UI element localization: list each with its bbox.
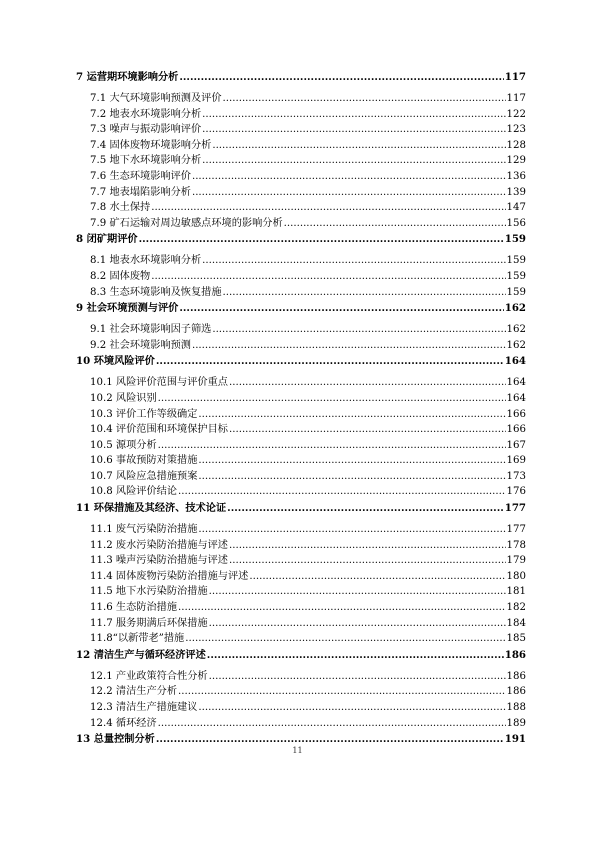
dot-leader [198,454,505,467]
toc-section-entry[interactable] [76,108,526,124]
toc-section-entry[interactable] [76,632,526,648]
toc-entry-page-number: 117 [504,71,526,83]
dot-leader [229,554,506,567]
toc-entry-page-number: 186 [506,686,526,698]
toc-entry-label: 12.1 产业政策符合性分析 [90,670,208,682]
toc-entry-label: 9.2 社会环境影响预测 [90,339,191,351]
dot-leader [209,617,506,630]
toc-entry-page-number: 186 [504,648,526,661]
toc-entry-page-number: 167 [506,439,526,451]
toc-section-entry[interactable] [76,408,526,424]
toc-section-entry[interactable] [76,154,526,170]
toc-entry-page-number: 156 [506,217,526,229]
toc-section-entry[interactable] [76,539,526,555]
table-of-contents [76,70,526,754]
dot-leader [209,585,506,598]
toc-section-entry[interactable] [76,286,526,302]
toc-chapter-entry[interactable] [76,71,526,86]
toc-section-entry[interactable] [76,254,526,270]
toc-entry-page-number: 179 [506,555,526,567]
toc-entry-label: 9 社会环境预测与评价 [76,302,179,315]
dot-leader [207,649,504,662]
toc-entry-page-number: 159 [506,286,526,298]
toc-entry-page-number: 188 [506,702,526,713]
toc-entry-label: 10.1 风险评价范围与评价重点 [90,377,228,389]
toc-section-entry[interactable] [76,470,526,486]
toc-entry-page-number: 166 [506,408,526,420]
toc-entry-label: 7.8 水土保持 [90,202,151,214]
toc-entry-page-number: 191 [504,733,526,746]
dot-leader [179,71,503,84]
toc-section-entry[interactable] [76,92,526,108]
dot-leader [249,570,505,583]
toc-entry-label: 12.4 循环经济 [90,717,157,729]
dot-leader [178,485,506,498]
toc-entry-label: 10.6 事故预防对策措施 [90,455,198,467]
toc-entry-page-number: 139 [506,186,526,198]
toc-section-entry[interactable] [76,170,526,186]
toc-entry-page-number: 184 [506,617,526,629]
toc-entry-label: 10.7 风险应急措施预案 [90,470,198,482]
toc-chapter-entry[interactable] [76,233,526,248]
toc-section-entry[interactable] [76,717,526,733]
dot-leader [192,170,506,183]
toc-entry-page-number: 162 [506,339,526,351]
toc-section-entry[interactable] [76,270,526,286]
toc-entry-page-number: 164 [506,377,526,389]
dot-leader [151,270,505,283]
toc-entry-page-number: 169 [506,455,526,467]
dot-leader [156,355,504,368]
toc-entry-label: 12.2 清洁生产分析 [90,686,178,698]
toc-section-entry[interactable] [76,139,526,155]
toc-chapter-entry[interactable] [76,302,526,317]
dot-leader [227,502,504,515]
dot-leader [192,186,506,199]
toc-entry-label: 7.4 固体废物环境影响分析 [90,139,212,151]
toc-entry-label: 10.5 源项分析 [90,439,157,451]
toc-section-entry[interactable] [76,423,526,439]
toc-entry-page-number: 177 [506,524,526,536]
toc-section-entry[interactable] [76,186,526,202]
toc-section-entry[interactable] [76,685,526,701]
toc-entry-label: 7.2 地表水环境影响分析 [90,108,202,120]
toc-entry-label: 12 清洁生产与循环经济评述 [76,648,206,661]
toc-entry-label: 10.8 风险评价结论 [90,486,178,498]
dot-leader [156,733,504,746]
toc-entry-page-number: 178 [506,539,526,551]
toc-section-entry[interactable] [76,454,526,470]
dot-leader [139,233,504,246]
toc-entry-page-number: 123 [506,124,526,136]
toc-entry-label: 9.1 社会环境影响因子筛选 [90,324,212,336]
dot-leader [158,439,506,452]
toc-entry-page-number: 181 [506,586,526,598]
toc-entry-label: 11 环保措施及其经济、技术论证 [76,502,227,515]
toc-chapter-entry[interactable] [76,649,526,664]
dot-leader [212,323,505,336]
toc-entry-label: 11.6 生态防治措施 [90,602,178,614]
toc-chapter-entry[interactable] [76,502,526,517]
dot-leader [198,408,505,421]
dot-leader [158,392,506,405]
toc-entry-page-number: 128 [506,139,526,151]
dot-leader [178,685,506,698]
dot-leader [151,201,505,214]
dot-leader [198,701,505,714]
toc-entry-page-number: 186 [506,670,526,682]
toc-entry-page-number: 176 [506,486,526,498]
toc-entry-label: 11.7 服务期满后环保措施 [90,617,208,629]
toc-entry-label: 8.2 固体废物 [90,270,151,282]
toc-entry-page-number: 162 [506,324,526,336]
toc-entry-label: 7 运营期环境影响分析 [76,71,179,83]
toc-entry-label: 7.5 地下水环境影响分析 [90,155,202,167]
dot-leader [178,601,506,614]
toc-section-entry[interactable] [76,339,526,355]
toc-entry-page-number: 159 [506,255,526,267]
toc-entry-label: 7.3 噪声与振动影响评价 [90,124,202,136]
toc-entry-label: 7.6 生态环境影响评价 [90,170,191,182]
dot-leader [212,139,505,152]
toc-entry-label: 11.5 地下水污染防治措施 [90,586,208,598]
toc-entry-label: 11.8“以新带老”措施 [90,633,185,645]
toc-entry-page-number: 164 [506,392,526,404]
toc-entry-label: 8 闭矿期评价 [76,233,138,246]
dot-leader [185,632,505,645]
dot-leader [179,302,503,315]
toc-section-entry[interactable] [76,439,526,455]
toc-entry-label: 7.9 矿石运输对周边敏感点环境的影响分析 [90,217,283,229]
dot-leader [202,108,505,121]
toc-entry-label: 11.3 噪声污染防治措施与评述 [90,555,228,567]
dot-leader [198,523,505,536]
toc-entry-page-number: 129 [506,155,526,167]
toc-entry-page-number: 173 [506,470,526,482]
toc-entry-label: 10.4 评价范围和环境保护目标 [90,424,228,436]
toc-section-entry[interactable] [76,485,526,501]
dot-leader [202,154,505,167]
dot-leader [284,217,506,230]
toc-entry-page-number: 136 [506,170,526,182]
dot-leader [158,717,506,730]
toc-entry-page-number: 159 [504,233,526,246]
toc-entry-page-number: 177 [504,502,526,515]
dot-leader [223,286,506,299]
toc-section-entry[interactable] [76,217,526,233]
toc-entry-label: 10 环境风险评价 [76,355,155,368]
toc-entry-page-number: 162 [504,302,526,315]
toc-section-entry[interactable] [76,376,526,392]
toc-entry-page-number: 189 [506,717,526,729]
toc-entry-label: 10.2 风险识别 [90,392,157,404]
toc-section-entry[interactable] [76,601,526,617]
dot-leader [223,92,506,105]
toc-entry-label: 8.1 地表水环境影响分析 [90,255,202,267]
toc-entry-label: 7.7 地表塌陷影响分析 [90,186,191,198]
toc-entry-page-number: 164 [504,355,526,368]
toc-entry-page-number: 182 [506,602,526,614]
toc-entry-label: 11.1 废气污染防治措施 [90,524,198,536]
toc-section-entry[interactable] [76,323,526,339]
toc-section-entry[interactable] [76,201,526,217]
toc-entry-label: 11.2 废水污染防治措施与评述 [90,539,228,551]
toc-section-entry[interactable] [76,523,526,539]
dot-leader [192,339,506,352]
toc-section-entry[interactable] [76,123,526,139]
dot-leader [202,123,505,136]
dot-leader [209,670,506,683]
page-number: 11 [292,746,303,755]
toc-section-entry[interactable] [76,701,526,717]
toc-entry-page-number: 166 [506,424,526,436]
toc-section-entry[interactable] [76,392,526,408]
toc-entry-page-number: 159 [506,270,526,282]
toc-entry-label: 7.1 大气环境影响预测及评价 [90,93,222,104]
toc-entry-page-number: 147 [506,202,526,214]
dot-leader [229,376,506,389]
dot-leader [229,539,506,552]
toc-section-entry[interactable] [76,554,526,570]
dot-leader [229,423,506,436]
toc-section-entry[interactable] [76,617,526,633]
toc-entry-page-number: 185 [506,633,526,645]
toc-section-entry[interactable] [76,670,526,686]
toc-entry-label: 13 总量控制分析 [76,733,155,746]
dot-leader [198,470,505,483]
toc-entry-label: 8.3 生态环境影响及恢复措施 [90,286,222,298]
toc-entry-label: 12.3 清洁生产措施建议 [90,702,198,713]
toc-entry-page-number: 122 [506,108,526,120]
toc-entry-label: 10.3 评价工作等级确定 [90,408,198,420]
toc-section-entry[interactable] [76,585,526,601]
dot-leader [202,254,505,267]
toc-entry-page-number: 180 [506,570,526,582]
toc-entry-page-number: 117 [506,93,526,104]
toc-chapter-entry[interactable] [76,355,526,370]
toc-section-entry[interactable] [76,570,526,586]
toc-entry-label: 11.4 固体废物污染防治措施与评述 [90,570,249,582]
